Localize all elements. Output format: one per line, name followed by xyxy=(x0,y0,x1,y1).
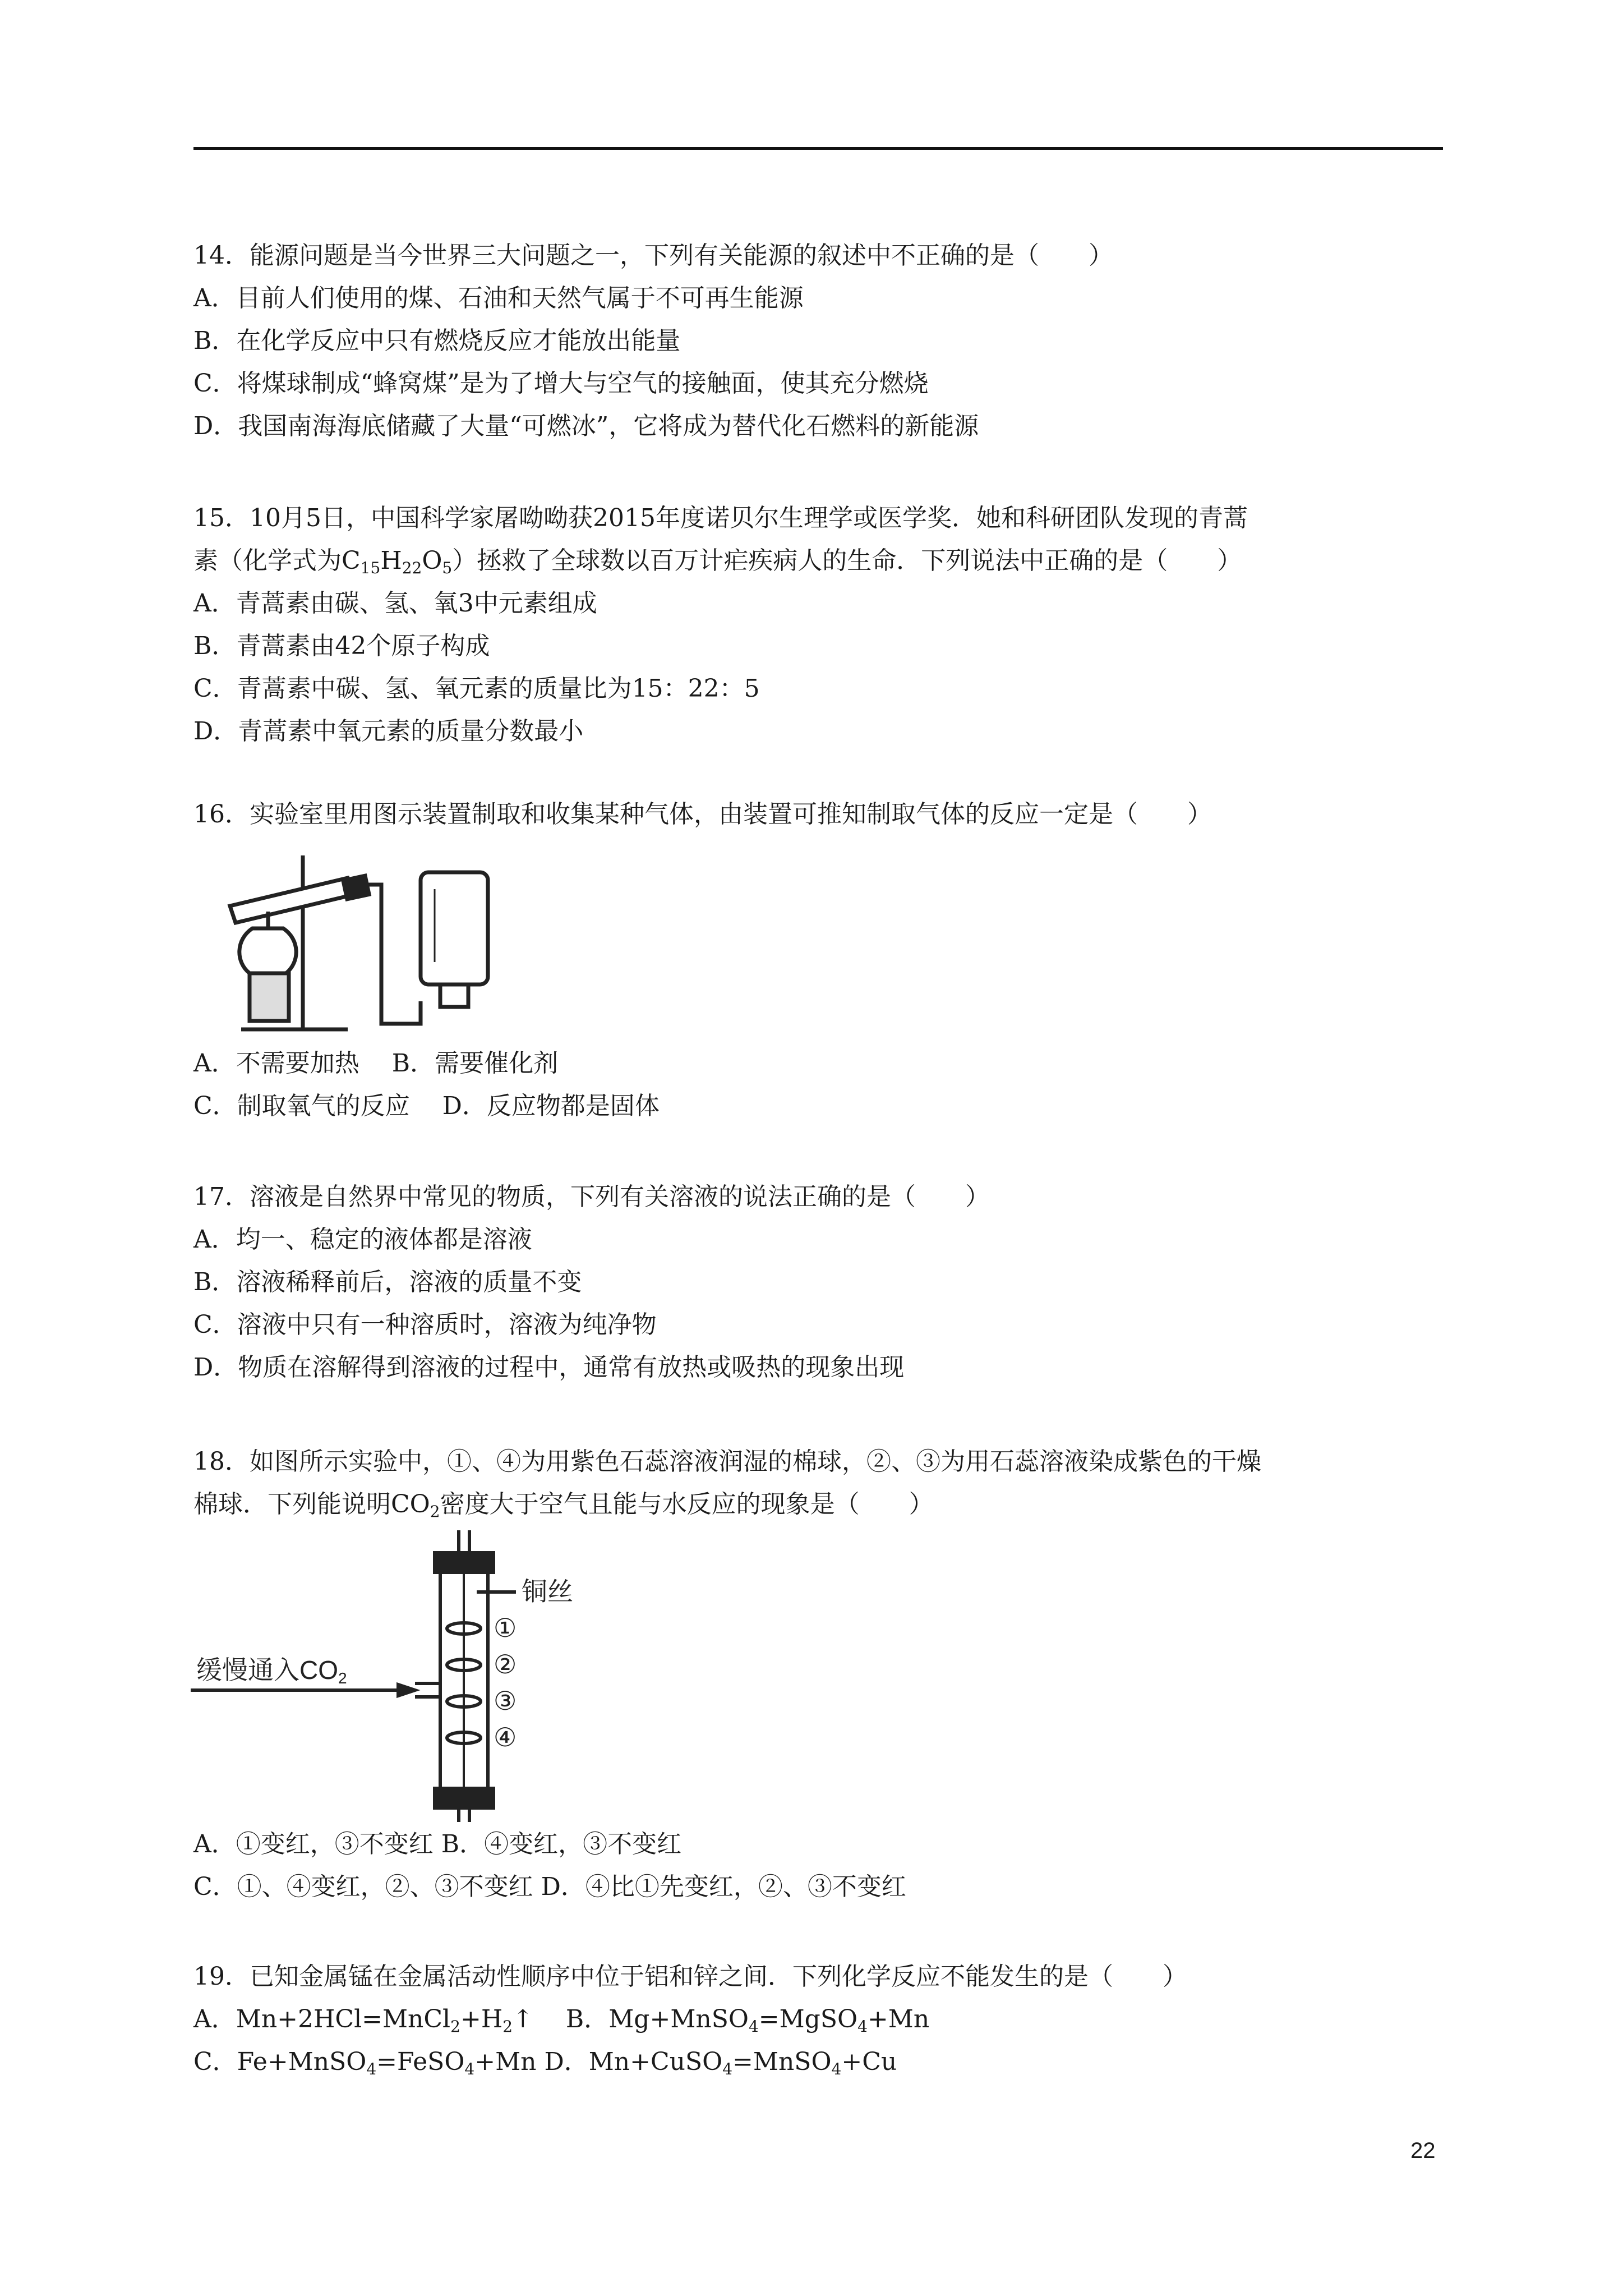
copper-wire-label: 铜丝 xyxy=(522,1577,573,1606)
ball-label-4: ④ xyxy=(494,1722,517,1752)
question-17 xyxy=(193,1176,1461,1389)
gas-generation-apparatus-figure xyxy=(219,844,510,1035)
option-d: D．我国南海海底储藏了大量“可燃冰”，它将成为替代化石燃料的新能源 xyxy=(193,412,979,440)
ball-label-2: ② xyxy=(494,1649,517,1680)
question-stem-line2: 素（化学式为$C_{15}H_{22}O_5$）拯救了全球数以百万计疟疾病人的生命．下列说法中正确的是（ ） xyxy=(193,546,1242,577)
question-stem: 19．已知金属锰在金属活动性顺序中位于铝和锌之间．下列化学反应不能发生的是（ ） xyxy=(193,1962,1187,1991)
option-b: B．青蒿素由42个原子构成 xyxy=(193,632,490,660)
question-18 xyxy=(193,1441,1461,1526)
option-d: D．物质在溶解得到溶液的过程中，通常有放热或吸热的现象出现 xyxy=(193,1353,905,1382)
option-a: A．青蒿素由碳、氢、氧3中元素组成 xyxy=(193,589,597,618)
question-stem: 14．能源问题是当今世界三大问题之一，下列有关能源的叙述中不正确的是（ ） xyxy=(193,241,1113,270)
question-14 xyxy=(193,234,1461,448)
ball-label-1: ① xyxy=(494,1613,517,1643)
options-ab: A．不需要加热 B．需要催化剂 xyxy=(193,1049,559,1078)
option-c: C．将煤球制成“蜂窝煤”是为了增大与空气的接触面，使其充分燃烧 xyxy=(193,369,929,398)
options-ab: A．$Mn+2HCl=MnCl_2+H_2↑$ B．Mg+MnSO$_4$=MgSO$_4$+Mn xyxy=(193,2005,930,2036)
option-c: C．溶液中只有一种溶质时，溶液为纯净物 xyxy=(193,1310,657,1339)
question-16-options xyxy=(193,1042,1461,1128)
question-18-options xyxy=(193,1823,1461,1908)
option-b: B．在化学反应中只有燃烧反应才能放出能量 xyxy=(193,326,681,355)
co2-inlet-label: 缓慢通入CO2 xyxy=(196,1655,347,1687)
page-number: 22 xyxy=(1410,2138,1436,2163)
option-c: C．青蒿素中碳、氢、氧元素的质量比为15：22：5 xyxy=(193,674,760,703)
header-rule xyxy=(193,147,1443,150)
question-stem-line2: 棉球．下列能说明$CO_2$密度大于空气且能与水反应的现象是（ ） xyxy=(193,1490,934,1521)
question-stem-line1: 18．如图所示实验中，①、④为用紫色石蕊溶液润湿的棉球，②、③为用石蕊溶液染成紫色的干燥 xyxy=(193,1447,1261,1476)
options-cd: C．制取氧气的反应 D．反应物都是固体 xyxy=(193,1092,660,1120)
question-16 xyxy=(193,793,1461,836)
ball-label-3: ③ xyxy=(494,1686,517,1716)
option-a: A．目前人们使用的煤、石油和天然气属于不可再生能源 xyxy=(193,284,804,312)
question-19 xyxy=(193,1955,1461,2083)
option-b: B．溶液稀释前后，溶液的质量不变 xyxy=(193,1268,582,1296)
question-stem-line1: 15．10月5日，中国科学家屠呦呦获2015年度诺贝尔生理学或医学奖．她和科研团队发现的青蒿 xyxy=(193,504,1248,532)
options-cd: C．①、④变红，②、③不变红 D．④比①先变红，②、③不变红 xyxy=(193,1872,906,1901)
options-ab: A．①变红，③不变红 B．④变红，③不变红 xyxy=(193,1830,682,1858)
question-stem: 17．溶液是自然界中常见的物质，下列有关溶液的说法正确的是（ ） xyxy=(193,1182,990,1211)
question-stem: 16．实验室里用图示装置制取和收集某种气体，由装置可推知制取气体的反应一定是（ ） xyxy=(193,800,1212,829)
co2-tube-figure xyxy=(191,1530,628,1822)
option-d: D．青蒿素中氧元素的质量分数最小 xyxy=(193,717,584,746)
option-a: A．均一、稳定的液体都是溶液 xyxy=(193,1225,532,1254)
question-15 xyxy=(193,497,1461,753)
options-cd: C．Fe+MnSO$_4$=FeSO$_4$+Mn D．Mn+CuSO$_4$=MnSO$_4$+Cu xyxy=(193,2047,897,2078)
